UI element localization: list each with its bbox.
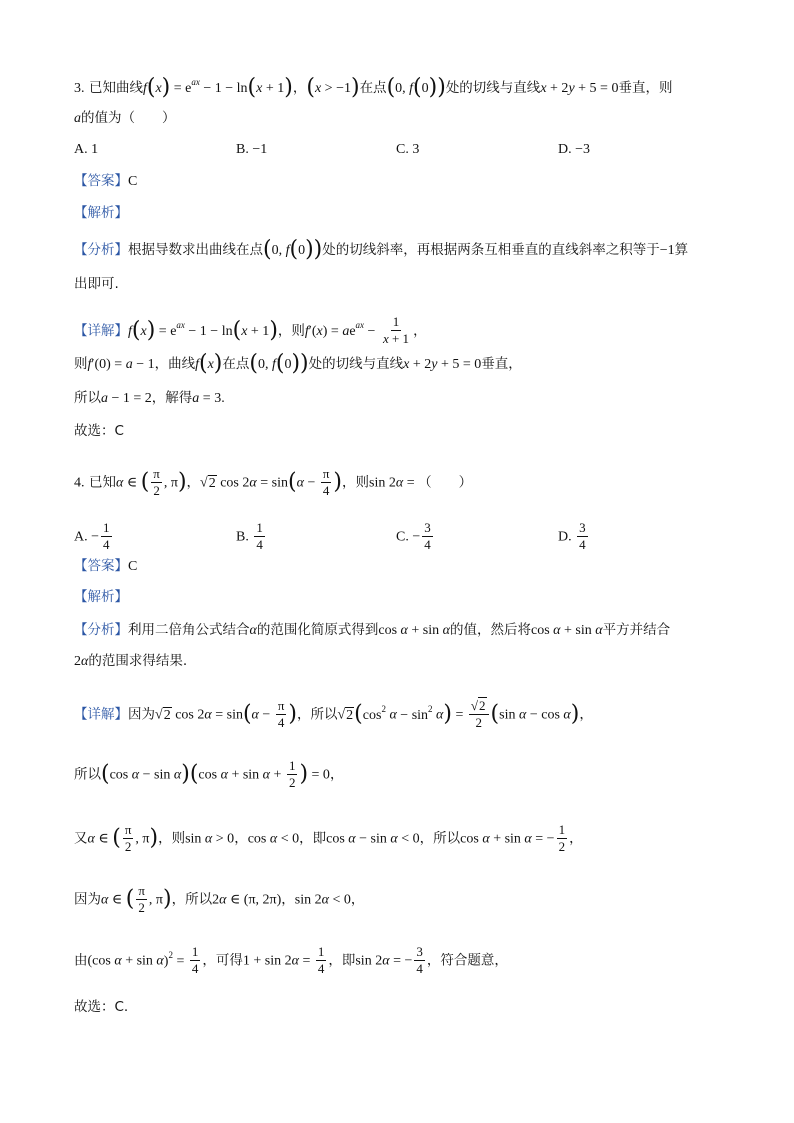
q4-option-a[interactable]: A. − $\frac{1}{4}$ [74,520,110,552]
q4-option-b[interactable]: B. $\frac{1}{4}$ [236,520,263,552]
q3-option-b[interactable]: B. −1 [236,142,268,157]
q4-detail-line-4: 因为α ∈ ( $\frac{\pi}{2}$ , π)，所以2α ∈ (π, 2π)，sin 2α < 0， [74,883,365,915]
q3-option-a[interactable]: A. 1 [74,142,99,157]
q4-final-choice: 故选：C. [74,999,129,1015]
q4-option-d[interactable]: D. $\frac{3}{4}$ [558,520,586,552]
q4-answer: 【答案】C [74,558,138,574]
q3-option-c[interactable]: C. 3 [396,142,420,157]
q3-fenxi-line-1: 【分析】根据导数求出曲线在点(0, f(0))处的切线斜率，再根据两条互相垂直的直线斜率之积等于−1算 [74,237,689,262]
q4-fenxi-line-1: 【分析】利用二倍角公式结合α的范围化简原式得到cos α + sin α的值，然后将cos α + sin α平方并结合 [74,622,671,638]
q3-detail-line-1: 【详解】$f(x) = e^{ax} - 1 - \ln(x + 1)$，则$f'(x) = ae^{ax}$ − $\frac{1}{x + 1}$ ， [74,314,427,346]
q4-detail-line-3: 又α ∈ ( $\frac{\pi}{2}$ , π)，则sin α > 0，cos α < 0，即cos α − sin α < 0，所以cos α + sin α = − $\frac{1}{2}$ ， [74,822,583,854]
q3-stem-line-2: a的值为（ ） [74,110,176,126]
q3-analysis-heading: 【解析】 [74,205,128,221]
q3-stem-line-1: 3. 已知曲线$f(x) = e^{ax} - 1 - \ln(x + 1)$，(x > −1)在点(0, f(0))处的切线与直线x + 2y + 5 = 0垂直，则 [74,75,673,100]
q4-detail-line-2: 所以(cos α − sin α)(cos α + sin α + $\frac{1}{2}$ ) = 0， [74,758,344,790]
q3-option-d[interactable]: D. −3 [558,142,591,157]
q3-number: 3. [74,81,85,96]
q3-detail-line-2: 则f′(0) = a − 1，曲线f(x)在点(0, f(0))处的切线与直线x + 2y + 5 = 0垂直， [74,351,522,376]
q4-analysis-heading: 【解析】 [74,589,128,605]
q4-option-c[interactable]: C. − $\frac{3}{4}$ [396,520,431,552]
q4-detail-line-5: 由(cos α + sin α)$^2$ = $\frac{1}{4}$ ，可得1 + sin 2α = $\frac{1}{4}$ ，即sin 2α = − $\frac{3}{4}$ ，符合题意， [74,944,508,976]
q4-number: 4. [74,475,85,491]
q3-detail-line-3: 所以a − 1 = 2，解得a = 3. [74,390,225,406]
q4-detail-line-1: 【详解】因为√2 cos 2α = sin(α − $\frac{\pi}{4}$ )，所以$√2(\cos^2$ $\alpha - \sin^2 \alpha$) = $\frac{√2}{2}$ (sin α − cos α)， [74,698,593,730]
q3-answer: 【答案】C [74,173,138,189]
q3-final-choice: 故选：C [74,423,124,439]
q3-fenxi-line-2: 出即可. [74,276,119,292]
q4-stem: 4. 已知α ∈ ( $\frac{\pi}{2}$ , π)，√2 cos 2α = sin(α − $\frac{\pi}{4}$ )，则sin 2α = （ ） [74,466,473,498]
q4-fenxi-line-2: 2α的范围求得结果. [74,653,188,669]
